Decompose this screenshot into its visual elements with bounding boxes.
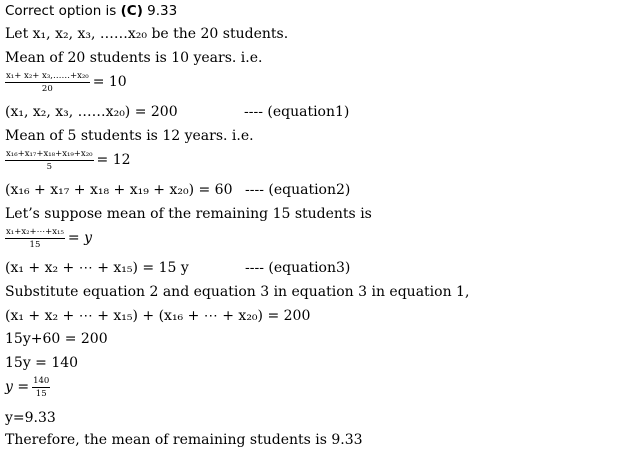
correct-option-letter: (C) [120,3,143,19]
students-definition: Let x₁, x₂, x₃, ……x₂₀ be the 20 students. [5,26,289,42]
fraction-denominator: 15 [29,240,41,250]
step-15y-plus-60: 15y+60 = 200 [5,331,108,347]
y-lhs: y = [5,379,30,395]
equation1-line [5,104,178,121]
equation3-tag: ---- (equation3) [245,260,351,276]
correct-option-prefix: Correct option is [5,3,121,19]
conclusion-statement: Therefore, the mean of remaining students is 9.33 [5,432,363,448]
fraction-numerator: x₁+ x₂+ x₃,……+x₂₀ [6,71,89,81]
mean-20-fraction-line [5,71,127,94]
fraction-numerator: x₁+x₂+⋯+x₁₅ [6,227,64,237]
step-15y-140: 15y = 140 [5,355,79,371]
combined-equation: (x₁ + x₂ + ⋯ + x₁₅) + (x₁₆ + ⋯ + x₂₀) = 200 [5,308,311,324]
mean-5-fraction [5,149,94,172]
equation3-expr: (x₁ + x₂ + ⋯ + x₁₅) = 15 y [5,260,189,276]
equation1-expr: (x₁, x₂, x₃, ……x₂₀) = 200 [5,104,178,120]
mean-5-fraction-line [5,149,131,172]
equation1-tag: ---- (equation1) [244,104,350,120]
equation2-expr: (x₁₆ + x₁₇ + x₁₈ + x₁₉ + x₂₀) = 60 [5,182,233,198]
correct-option-value: 9.33 [142,3,178,19]
y-fraction-line [5,376,50,399]
fraction-rhs: = 10 [92,74,127,90]
y-fraction [32,376,50,399]
remaining-mean-statement: Let’s suppose mean of the remaining 15 students is [5,206,372,222]
fraction-numerator: 140 [33,376,50,386]
fraction-rhs: = y [67,230,92,246]
equation2-tag: ---- (equation2) [245,182,351,198]
equation2-line [5,182,233,199]
fraction-denominator: 5 [46,162,52,172]
fraction-numerator: x₁₆+x₁₇+x₁₈+x₁₉+x₂₀ [6,149,93,159]
mean-5-statement: Mean of 5 students is 12 years. i.e. [5,128,254,144]
remaining-fraction [5,227,65,250]
y-result: y=9.33 [5,410,56,426]
mean-20-fraction [5,71,90,94]
fraction-denominator: 15 [35,389,47,399]
mean-20-statement: Mean of 20 students is 10 years. i.e. [5,50,263,66]
equation3-line [5,260,189,277]
correct-option-line [5,3,177,20]
substitute-statement: Substitute equation 2 and equation 3 in equation 3 in equation 1, [5,284,470,300]
fraction-denominator: 20 [41,84,53,94]
remaining-fraction-line [5,227,92,250]
fraction-rhs: = 12 [96,152,131,168]
